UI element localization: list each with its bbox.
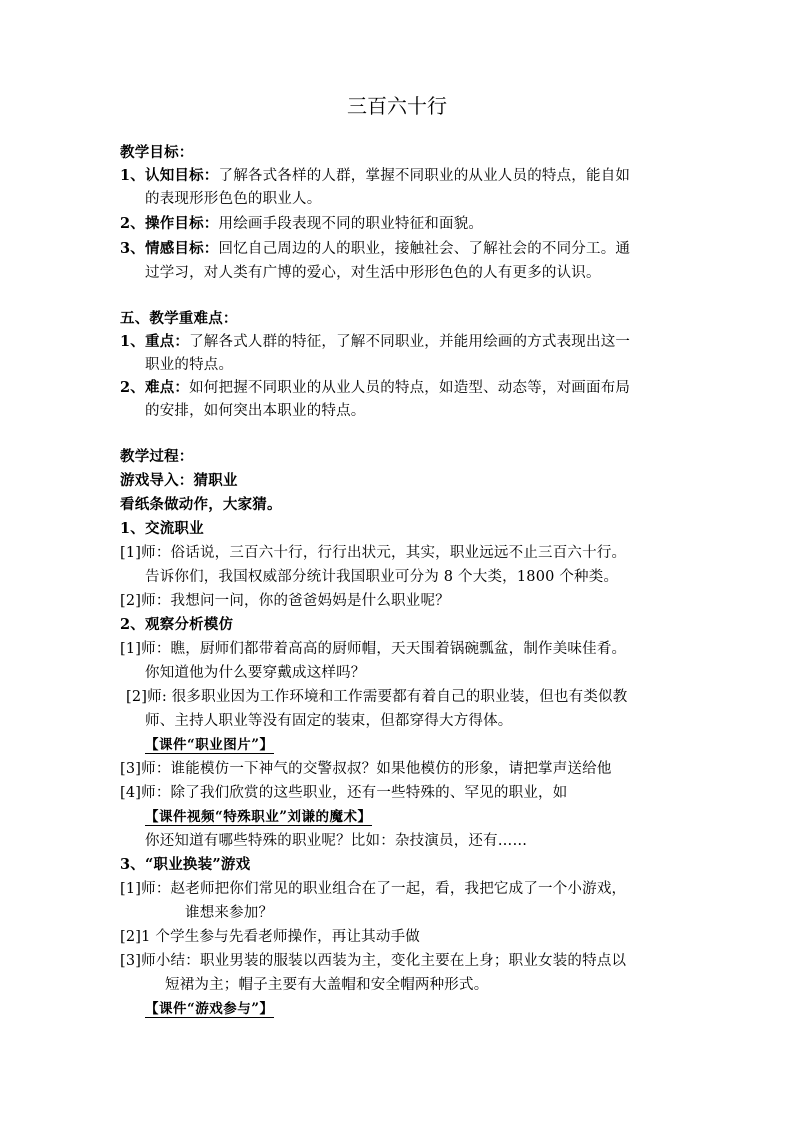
section-2-line-2: 你知道他为什么要穿戴成这样吗？: [145, 665, 366, 681]
objective-3-continuation: 过学习，对人类有广博的爱心，对生活中形形色色的人有更多的认识。: [145, 265, 601, 281]
section-2-line-5: [3]师：谁能模仿一下神气的交警叔叔？如果他模仿的形象，请把掌声送给他: [120, 761, 612, 777]
section-3-line-4: [3]师小结：职业男装的服装以西装为主，变化主要在上身；职业女装的特点以: [120, 953, 627, 969]
section-3-title: 3、“职业换装”游戏: [120, 856, 251, 873]
courseware-note-3: [145, 998, 705, 1020]
objective-2-text: 用绘画手段表现不同的职业特征和面貌。: [218, 216, 484, 232]
key-point-item-1: [120, 331, 680, 353]
process-intro-2: 看纸条做动作，大家猜。: [120, 496, 282, 513]
section-2-line-1: [1]师：瞧，厨师们都带着高高的厨师帽，天天围着锅碗瓢盆，制作美味佳肴。: [120, 641, 627, 657]
section-2-line-6: [4]师：除了我们欣赏的这些职业，还有一些特殊的、罕见的职业，如: [120, 785, 568, 801]
process-intro: 游戏导入：猜职业: [120, 472, 238, 489]
section-1-line-1: [1]师：俗话说，三百六十行，行行出状元，其实，职业远远不止三百六十行。: [120, 545, 627, 561]
objectives-heading: 教学目标：: [120, 144, 194, 161]
courseware-note-3-text: 【课件“游戏参与”】: [145, 1001, 274, 1017]
objective-3-label: 3、情感目标：: [120, 240, 219, 257]
section-2-line-4: 师、主持人职业等没有固定的装束，但都穿得大方得体。: [145, 713, 513, 729]
section-3-line-3: [2]1 个学生参与先看老师操作，再让其动手做: [120, 929, 420, 945]
section-1-title: 1、交流职业: [120, 520, 204, 537]
objective-3-text: 回忆自己周边的人的职业，接触社会、了解社会的不同分工。通: [218, 241, 631, 257]
section-1-line-3: [2]师：我想问一问，你的爸爸妈妈是什么职业呢？: [120, 593, 450, 609]
section-2-line-7: 你还知道有哪些特殊的职业呢？比如：杂技演员，还有……: [145, 833, 528, 849]
section-2-line-3: [2]师: 很多职业因为工作环境和工作需要都有着自己的职业装，但也有类似教: [126, 689, 628, 705]
key-point-1-text: 了解各式人群的特征，了解不同职业，并能用绘画的方式表现出这一: [189, 334, 631, 350]
section-3-line-5: 短裙为主；帽子主要有大盖帽和安全帽两种形式。: [165, 977, 489, 993]
key-point-1-label: 1、重点：: [120, 333, 190, 350]
objective-item-2: [120, 213, 680, 235]
objective-1-continuation: 的表现形形色色的职业人。: [145, 191, 322, 207]
process-heading: 教学过程：: [120, 448, 194, 465]
key-point-item-2: [120, 377, 680, 399]
objective-item-1: [120, 165, 680, 187]
objective-item-3: [120, 238, 680, 260]
courseware-note-1: [145, 734, 705, 756]
key-point-2-label: 2、难点：: [120, 379, 190, 396]
key-point-1-continuation: 职业的特点。: [145, 357, 234, 373]
key-point-2-text: 如何把握不同职业的从业人员的特点，如造型、动态等，对画面布局: [189, 380, 631, 396]
courseware-note-1-text: 【课件“职业图片”】: [145, 737, 274, 753]
courseware-note-2: [145, 806, 705, 828]
section-1-line-2: 告诉你们，我国权威部分统计我国职业可分为 8 个大类，1800 个种类。: [145, 569, 619, 585]
document-title: 三百六十行: [347, 94, 447, 118]
objective-1-text: 了解各式各样的人群，掌握不同职业的从业人员的特点，能自如: [218, 168, 631, 184]
objective-1-label: 1、认知目标：: [120, 167, 219, 184]
section-3-line-2: 谁想来参加？: [185, 905, 274, 921]
objective-2-label: 2、操作目标：: [120, 215, 219, 232]
key-point-2-continuation: 的安排，如何突出本职业的特点。: [145, 403, 366, 419]
section-3-line-1: [1]师：赵老师把你们常见的职业组合在了一起，看，我把它成了一个小游戏，: [120, 881, 627, 897]
courseware-note-2-text: 【课件视频“特殊职业”刘谦的魔术】: [145, 809, 372, 825]
key-points-heading: 五、教学重难点：: [120, 310, 238, 327]
section-2-title: 2、观察分析模仿: [120, 616, 234, 633]
